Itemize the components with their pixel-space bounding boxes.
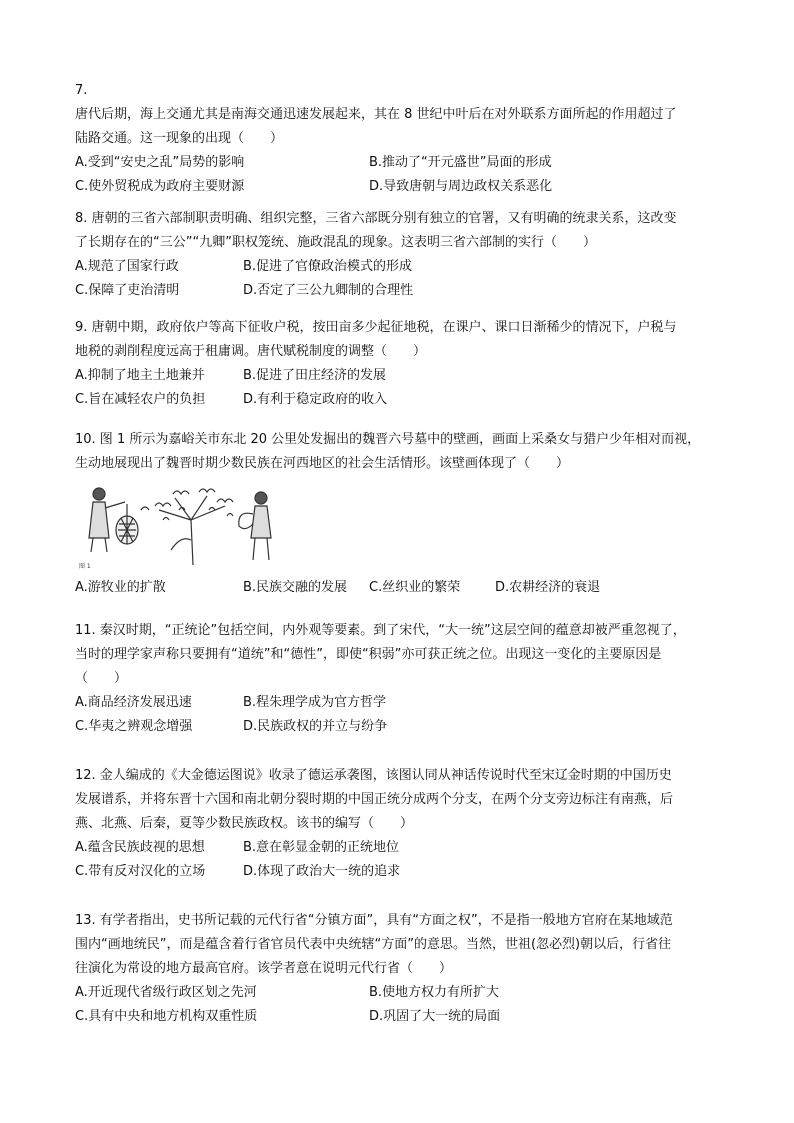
question-stem: 围内“画地统民”，而是蕴含着行省官员代表中央统辖“方面”的意思。当然，世祖(忽必烈)朝以后，行省往 (75, 937, 672, 952)
question-stem: 12. 金人编成的《大金德运图说》收录了德运承袭图，该图认同从神话传说时代至宋辽金时期的中国历史 (75, 768, 672, 783)
question-stem: 8. 唐朝的三省六部制职责明确、组织完整，三省六部既分别有独立的官署，又有明确的统隶关系，这改变 (75, 211, 677, 226)
figure-caption: 图 1 (79, 563, 91, 570)
question-stem: 当时的理学家声称只要拥有“道统”和“德性”，即使“积弱”亦可获正统之位。出现这一变化的主要原因是 (75, 647, 662, 662)
option-c: C.旨在减轻农户的负担 (75, 392, 206, 407)
question-stem: 13. 有学者指出，史书所记载的元代行省“分镇方面”，具有“方面之权”，不是指一般地方官府在某地域范 (75, 913, 673, 928)
options-row (75, 283, 723, 299)
options-row (75, 392, 723, 408)
question-stem: 11. 秦汉时期，“正统论”包括空间，内外观等要素。到了宋代，“大一统”这层空间的蕴意却被严重忽视了， (75, 623, 686, 638)
option-a: A.抑制了地主土地兼并 (75, 368, 205, 383)
options-row (75, 985, 723, 1001)
question-stem: 地税的剥削程度远高于租庸调。唐代赋税制度的调整（ ） (75, 344, 427, 359)
question-stem: 10. 图 1 所示为嘉峪关市东北 20 公里处发掘出的魏晋六号墓中的壁画，画面上采桑女与猎户少年相对而视， (75, 432, 701, 447)
option-d: D.民族政权的并立与纷争 (243, 719, 388, 734)
option-a: A.蕴含民族歧视的思想 (75, 840, 205, 855)
option-c: C.使外贸税成为政府主要财源 (75, 179, 245, 194)
question-13 (75, 913, 723, 1033)
option-b: B.使地方权力有所扩大 (369, 985, 500, 1000)
options-row (75, 864, 723, 880)
options-row (75, 580, 723, 596)
option-c: C.保障了吏治清明 (75, 283, 180, 298)
question-7 (75, 83, 723, 203)
question-10 (75, 432, 723, 604)
option-a: A.游牧业的扩散 (75, 580, 166, 595)
question-stem: 陆路交通。这一现象的出现（ ） (75, 131, 284, 146)
question-stem: 9. 唐朝中期，政府依户等高下征收户税，按田亩多少起征地税，在课户、课口日渐稀少的情况下，户税与 (75, 320, 677, 335)
options-row (75, 368, 723, 384)
options-row (75, 179, 723, 195)
options-row (75, 719, 723, 735)
question-stem: 生动地展现出了魏晋时期少数民族在河西地区的社会生活情形。该壁画体现了（ ） (75, 456, 570, 471)
option-c: C.具有中央和地方机构双重性质 (75, 1009, 258, 1024)
option-b: B.推动了“开元盛世”局面的形成 (369, 155, 552, 170)
option-c: C.丝织业的繁荣 (369, 580, 461, 595)
question-stem: 发展谱系，并将东晋十六国和南北朝分裂时期的中国正统分成两个分支，在两个分支旁边标注有南燕，后 (75, 792, 674, 807)
options-row (75, 1009, 723, 1025)
question-11 (75, 623, 723, 743)
option-d: D.农耕经济的衰退 (495, 580, 601, 595)
options-row (75, 155, 723, 171)
option-b: B.促进了官僚政治模式的形成 (243, 259, 413, 274)
question-8 (75, 211, 723, 307)
question-stem: （ ） (75, 671, 128, 686)
option-a: A.开近现代省级行政区划之先河 (75, 985, 257, 1000)
option-c: C.华夷之辨观念增强 (75, 719, 193, 734)
question-stem: 了长期存在的“三公”“九卿”职权笼统、施政混乱的现象。这表明三省六部制的实行（ ） (75, 235, 596, 250)
option-b: B.意在彰显金朝的正统地位 (243, 840, 400, 855)
option-d: D.导致唐朝与周边政权关系恶化 (369, 179, 553, 194)
question-stem: 唐代后期，海上交通尤其是南海交通迅速发展起来，其在 8 世纪中叶后在对外联系方面所起的作用超过了 (75, 107, 677, 122)
options-row (75, 840, 723, 856)
mural-figure (75, 480, 285, 572)
option-b: B.促进了田庄经济的发展 (243, 368, 387, 383)
options-row (75, 695, 723, 711)
option-d: D.体现了政治大一统的追求 (243, 864, 401, 879)
option-b: B.程朱理学成为官方哲学 (243, 695, 387, 710)
question-stem: 往演化为常设的地方最高官府。该学者意在说明元代行省（ ） (75, 961, 453, 976)
option-d: D.否定了三公九卿制的合理性 (243, 283, 414, 298)
option-a: A.商品经济发展迅速 (75, 695, 192, 710)
option-d: D.有利于稳定政府的收入 (243, 392, 388, 407)
option-c: C.带有反对汉化的立场 (75, 864, 206, 879)
question-number: 7. (75, 83, 88, 98)
option-a: A.受到“安史之乱”局势的影响 (75, 155, 245, 170)
options-row (75, 259, 723, 275)
question-9 (75, 320, 723, 416)
question-stem: 燕、北燕、后秦，夏等少数民族政权。该书的编写（ ） (75, 816, 414, 831)
option-b: B.民族交融的发展 (243, 580, 348, 595)
mural-illustration (75, 480, 285, 572)
option-d: D.巩固了大一统的局面 (369, 1009, 501, 1024)
option-a: A.规范了国家行政 (75, 259, 179, 274)
question-12 (75, 768, 723, 888)
